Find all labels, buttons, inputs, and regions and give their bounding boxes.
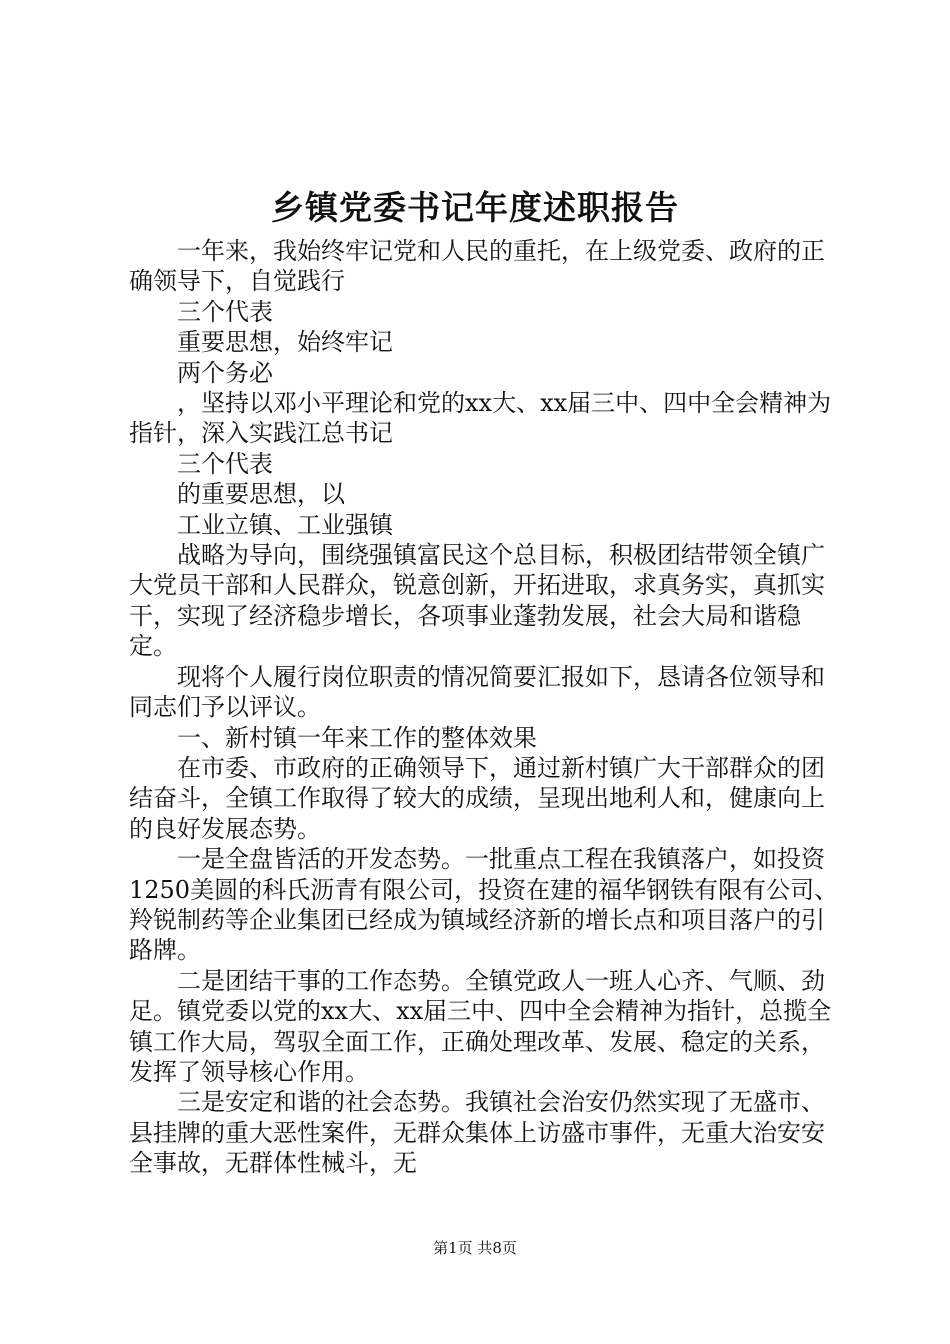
document-title: 乡镇党委书记年度述职报告 bbox=[271, 188, 679, 227]
paragraph: 现将个人履行岗位职责的情况简要汇报如下，恳请各位领导和同志们予以评议。 bbox=[129, 662, 825, 722]
paragraph: 三是安定和谐的社会态势。我镇社会治安仍然实现了无盛市、县挂牌的重大恶性案件，无群众集体上访盛市事件，无重大治安安全事故，无群体性械斗，无 bbox=[129, 1088, 825, 1178]
section-heading: 一、新村镇一年来工作的整体效果 bbox=[177, 723, 537, 752]
paragraph: 两个务必 bbox=[177, 358, 273, 387]
document-body bbox=[129, 236, 839, 1179]
paragraph: ，坚持以邓小平理论和党的xx大、xx届三中、四中全会精神为指针，深入实践江总书记 bbox=[129, 389, 832, 448]
paragraph: 的重要思想，以 bbox=[177, 480, 345, 509]
paragraph: 一年来，我始终牢记党和人民的重托，在上级党委、政府的正确领导下，自觉践行 bbox=[129, 237, 825, 296]
paragraph: 三个代表 bbox=[177, 297, 273, 326]
paragraph: 一是全盘皆活的开发态势。一批重点工程在我镇落户，如投资1250美圆的科氏沥青有限公司，投资在建的福华钢铁有限有公司、羚锐制药等企业集团已经成为镇域经济新的增长点和项目落户的引路牌。 bbox=[129, 845, 839, 965]
paragraph: 二是团结干事的工作态势。全镇党政人一班人心齐、气顺、劲足。镇党委以党的xx大、xx届三中、四中全会精神为指针，总揽全镇工作大局，驾驭全面工作，正确处理改革、发展、稳定的关系，发挥了领导核心作用。 bbox=[129, 966, 832, 1086]
paragraph: 战略为导向，围绕强镇富民这个总目标，积极团结带领全镇广大党员干部和人民群众，锐意创新，开拓进取，求真务实，真抓实干，实现了经济稳步增长，各项事业蓬勃发展，社会大局和谐稳定。 bbox=[129, 541, 825, 661]
paragraph: 三个代表 bbox=[177, 449, 273, 478]
paragraph: 重要思想，始终牢记 bbox=[177, 328, 393, 357]
paragraph: 工业立镇、工业强镇 bbox=[177, 510, 393, 539]
page-footer: 第1页 共8页 bbox=[433, 1239, 517, 1257]
paragraph: 在市委、市政府的正确领导下，通过新村镇广大干部群众的团结奋斗，全镇工作取得了较大的成绩，呈现出地利人和，健康向上的良好发展态势。 bbox=[129, 753, 825, 843]
